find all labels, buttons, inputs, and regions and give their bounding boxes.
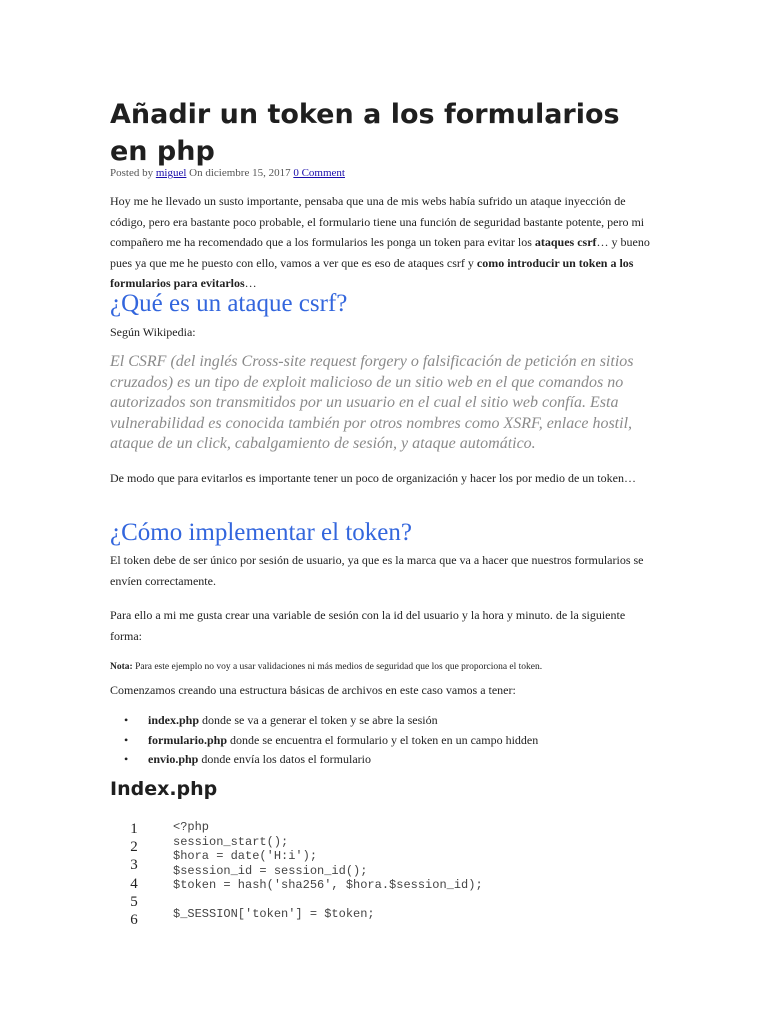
intro-text-3: … (244, 276, 257, 290)
intro-text-1: Hoy me he llevado un susto importante, pensaba que una de mis webs había sufrido un ataque inyección de código, pero era bastante poco probable, el formulario tiene una función de seguridad bastante potente, pero mi compañero me ha recomendado que a los formularios les ponga un token para evitar los (110, 194, 645, 249)
intro-bold-1: ataques csrf (534, 235, 597, 249)
section-heading-csrf: ¿Qué es un ataque csrf? (110, 290, 348, 317)
note (110, 662, 542, 672)
token-paragraph-2: Para ello a mi me gusta crear una variable de sesión con la id del usuario y la hora y minuto. de la siguiente forma: (110, 608, 626, 643)
wikipedia-source: Según Wikipedia: (110, 325, 196, 339)
bullet-icon: • (124, 752, 129, 766)
files-intro: Comenzamos creando una estructura básicas de archivos en este caso vamos a tener: (110, 683, 516, 697)
section-heading-implement: ¿Cómo implementar el token? (110, 519, 412, 546)
note-text: Para este ejemplo no voy a usar validaciones ni más medios de seguridad que los que proporciona el token. (132, 662, 543, 672)
intro-text-2: … y bueno pues ya que me he puesto con ello, vamos a ver que es eso de ataques csrf y (110, 235, 650, 270)
list-item (110, 711, 538, 731)
file-list (110, 711, 538, 770)
list-item (110, 750, 538, 770)
list-item (110, 731, 538, 751)
post-meta (110, 167, 345, 179)
note-label: Nota: (110, 662, 133, 672)
posted-by-label: Posted by (110, 167, 154, 179)
file-desc: donde envía los datos el formulario (198, 752, 371, 766)
bullet-icon: • (124, 732, 129, 747)
file-name: index.php (148, 713, 200, 727)
author-link[interactable]: miguel (155, 167, 187, 179)
post-date: On diciembre 15, 2017 (189, 167, 291, 179)
intro-paragraph (110, 191, 655, 294)
file-desc: donde se va a generar el token y se abre la sesión (199, 713, 438, 727)
file-name: envio.php (148, 752, 199, 766)
csrf-conclusion: De modo que para evitarlos es importante tener un poco de organización y hacer los por medio de un token… (110, 471, 636, 485)
code-heading: Index.php (110, 778, 218, 800)
code-text: <?php session_start(); $hora = date('H:i'); $session_id = session_id(); $token = hash('sha256', $hora.$session_id); $_SESSION['token'] = $token; (173, 820, 483, 921)
wikipedia-quote: El CSRF (del inglés Cross-site request forgery o falsificación de petición en sitios cruzados) es un tipo de exploit malicioso de un sitio web en el que comandos no autorizados son transmitidos por un usuario en el cual el sitio web confía. Esta vulnerabilidad es conocida también por otros nombres como XSRF, enlace hostil, ataque de un click, cabalgamiento de sesión, y ataque automático. (110, 353, 634, 452)
line-numbers: 1 2 3 4 5 6 (130, 821, 138, 929)
intro-bold-2: como introducir un token a los formularios para evitarlos (110, 255, 634, 290)
file-name: formulario.php (148, 732, 228, 747)
file-desc: donde se encuentra el formulario y el token en un campo hidden (227, 732, 539, 747)
comments-link[interactable]: 0 Comment (293, 167, 345, 179)
bullet-icon: • (124, 713, 129, 727)
article-title: Añadir un token a los formularios en php (110, 99, 620, 167)
token-paragraph-1: El token debe de ser único por sesión de usuario, ya que es la marca que va a hacer que nuestros formularios se envíen correctamente. (110, 553, 644, 588)
